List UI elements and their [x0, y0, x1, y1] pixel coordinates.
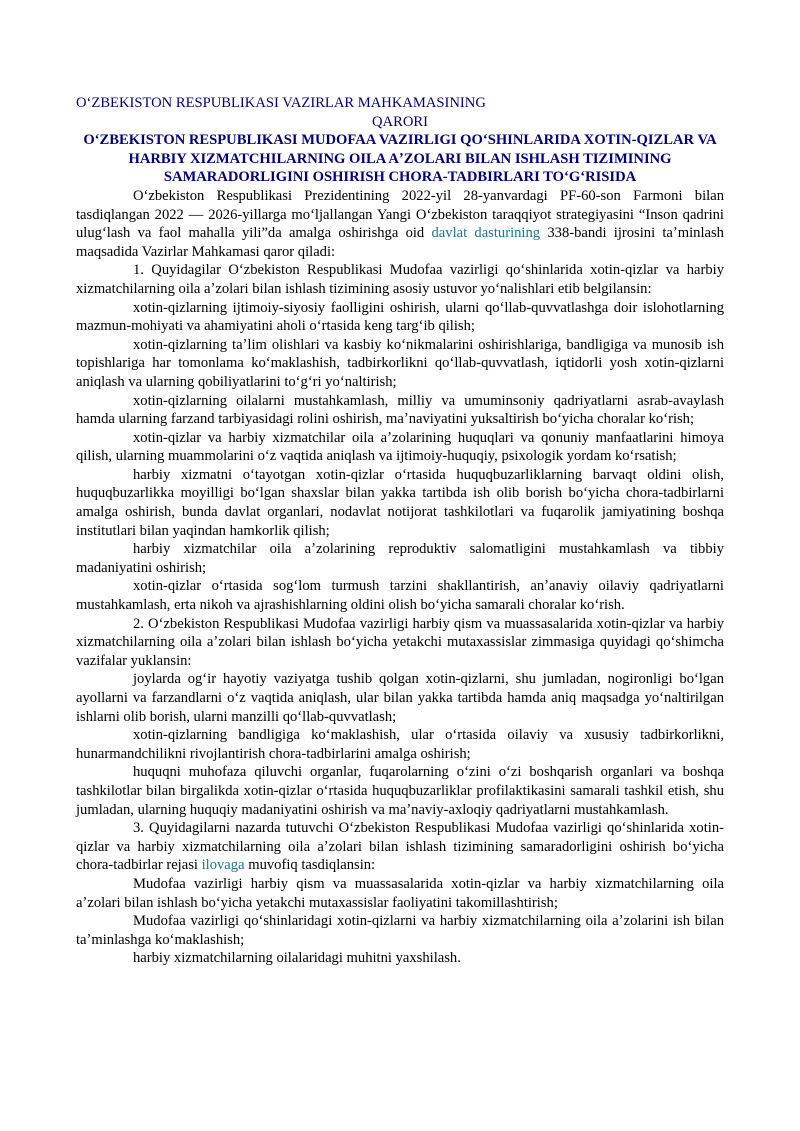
section-1-item: xotin-qizlarning oilalarni mustahkamlash, milliy va umuminsoniy qadriyatlarni asrab-avaylash hamda ularning farzand tarbiyasidagi rolini oshirish, maʼnaviyatini yuksaltirish boʻyicha choralar koʻrish; — [76, 392, 724, 428]
section-3-intro — [76, 819, 724, 875]
section-1-item: xotin-qizlarning taʼlim olishlari va kasbiy koʻnikmalarini oshirishlariga, bandligiga va munosib ish topishlariga har tomonlama koʻmaklashish, tadbirkorlikni qoʻllab-quvvatlash, iqtidorli yosh xotin-qizlarni aniqlash va ularning qobiliyatlarini toʻgʻri yoʻnaltirish; — [76, 336, 724, 390]
section-3-item: Mudofaa vazirligi harbiy qism va muassasalarida xotin-qizlar va harbiy xizmatchilarning oila aʼzolari bilan ishlash boʻyicha yetakchi mutaxassislar faoliyatini takomillashtirish; — [76, 875, 724, 911]
appendix-link[interactable]: ilovaga — [201, 857, 245, 874]
authority-name: OʻZBEKISTON RESPUBLIKASI VAZIRLAR MAHKAMASINING — [76, 95, 486, 111]
section-1-item: xotin-qizlarning ijtimoiy-siyosiy faolligini oshirish, ularni qoʻllab-quvvatlashga doir islohotlarning mazmun-mohiyati va ahamiyatini aholi oʻrtasida keng targʻib qilish; — [76, 299, 724, 335]
document-type: QARORI — [372, 113, 428, 130]
section-2-item: xotin-qizlarning bandligiga koʻmaklashish, ular oʻrtasida oilaviy va xususiy tadbirkorlikni, hunarmandchilikni rivojlantirish chora-tadbirlarini amalga oshirish; — [76, 727, 724, 762]
document-page — [76, 94, 724, 968]
section-2-intro: 2. Oʻzbekiston Respublikasi Mudofaa vazirligi harbiy qism va muassasalarida xotin-qizlar va harbiy xizmatchilarning oila aʼzolari bilan ishlash boʻyicha yetakchi mutaxassislar zimmasiga quyidagi qoʻshimcha vazifalar yuklansin: — [76, 615, 724, 669]
section-3-item: Mudofaa vazirligi qoʻshinlaridagi xotin-qizlarni va harbiy xizmatchilarning oila aʼzolarini ish bilan taʼminlashga koʻmaklashish; — [76, 913, 724, 948]
section-1-intro: 1. Quyidagilar Oʻzbekiston Respublikasi Mudofaa vazirligi qoʻshinlarida xotin-qizlar va harbiy xizmatchilarning oila aʼzolari bilan ishlash tizimining asosiy ustuvor yoʻnalishlari etib belgilansin: — [76, 262, 724, 297]
section-3-intro-text: 3. Quyidagilarni nazarda tutuvchi Oʻzbekiston Respublikasi Mudofaa vazirligi qoʻshinlarida xotin-qizlar va harbiy xizmatchilarning oila aʼzolari bilan ishlash tizimining samaradorligini oshirish boʻyicha chora-tadbirlar rejasi — [76, 820, 724, 874]
section-2-item: huquqni muhofaza qiluvchi organlar, fuqarolarning oʻzini oʻzi boshqarish organlari va boshqa tashkilotlar bilan birgalikda xotin-qizlar oʻrtasida huquqbuzarliklar profilaktikasini samarali tashkil etish, shu jumladan, ularning huquqiy madaniyatini oshirish va maʼnaviy-axloqiy qadriyatlarni mustahkamlash. — [76, 764, 724, 818]
section-1-item: xotin-qizlar va harbiy xizmatchilar oila aʼzolarining huquqlari va qonuniy manfaatlarini himoya qilish, ularning muammolarini oʻz vaqtida aniqlash va ijtimoiy-huquqiy, psixologik yordam koʻrsatish; — [76, 429, 724, 465]
state-program-link[interactable]: davlat dasturining — [431, 225, 541, 242]
document-title: OʻZBEKISTON RESPUBLIKASI MUDOFAA VAZIRLIGI QOʻSHINLARIDA XOTIN-QIZLAR VA HARBIY XIZMATCHILARNING OILA AʼZOLARI BILAN ISHLASH TIZIMINING SAMARADORLIGINI OSHIRISH CHORA-TADBIRLARI TOʻGʻRISIDA — [83, 132, 717, 186]
section-2-item: joylarda ogʻir hayotiy vaziyatga tushib qolgan xotin-qizlarni, shu jumladan, nogironligi boʻlgan ayollarni va farzandlarni oʻz vaqtida aniqlash, ular bilan yakka tartibda hamda aniq maqsadga yoʻnaltirilgan ishlarni olib borish, ularni manzilli qoʻllab-quvvatlash; — [76, 671, 724, 725]
section-3-item: harbiy xizmatchilarning oilalaridagi muhitni yaxshilash. — [133, 950, 461, 967]
section-1-item: harbiy xizmatni oʻtayotgan xotin-qizlar oʻrtasida huquqbuzarliklarning barvaqt oldini olish, huquqbuzarlikka moyilligi boʻlgan shaxslar bilan yakka tartibda ish olib borish boʻyicha chora-tadbirlarni amalga oshirish, bunda davlat organlari, nodavlat notijorat tashkilotlari va fuqarolik jamiyatining boshqa institutlari bilan yaqindan hamkorlik qilish; — [76, 466, 724, 539]
preamble-text-end: 338-bandi ijrosini taʼminlash maqsadida Vazirlar Mahkamasi qaror qiladi: — [76, 225, 724, 260]
section-1-item: xotin-qizlar oʻrtasida sogʻlom turmush tarzini shakllantirish, anʼanaviy oilaviy qadriyatlarni mustahkamlash, erta nikoh va ajrashishlarning oldini olish boʻyicha samarali choralar koʻrish. — [76, 578, 724, 614]
preamble — [76, 187, 724, 261]
issuing-authority — [76, 94, 724, 131]
section-1-item: harbiy xizmatchilar oila aʼzolarining reproduktiv salomatligini mustahkamlash va tibbiy madaniyatini oshirish; — [76, 541, 724, 576]
preamble-text: Oʻzbekiston Respublikasi Prezidentining 2022-yil 28-yanvardagi PF-60-son Farmoni bilan tasdiqlangan 2022 — 2026-yillarga moʻljallangan Yangi Oʻzbekiston taraqqiyot strategiyasini “Inson qadrini ulugʻlash va faol mahalla yili”da amalga oshirishga oid — [76, 187, 724, 242]
section-3-intro-end: muvofiq tasdiqlansin: — [248, 857, 376, 874]
